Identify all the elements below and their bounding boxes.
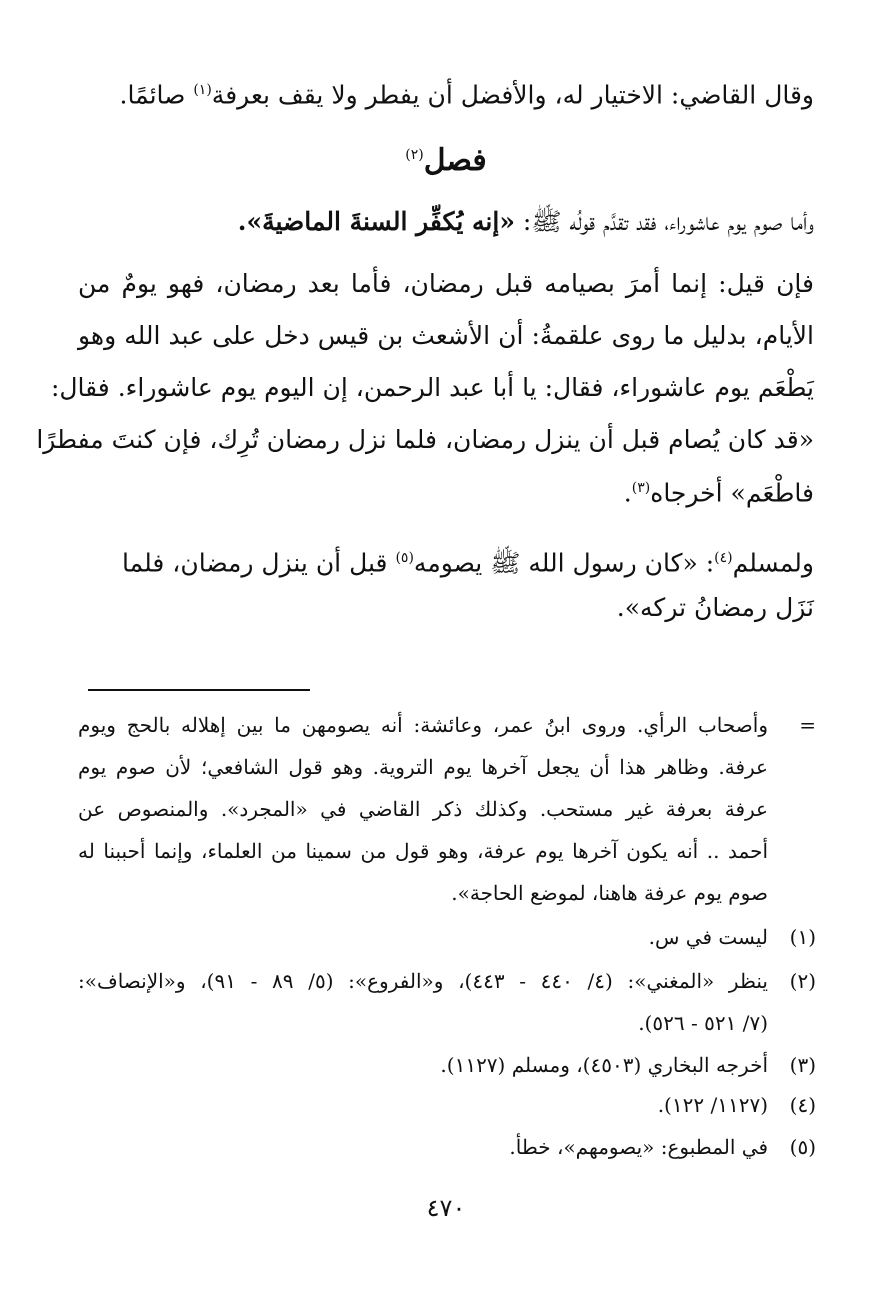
footnote-text: أحمد .. أنه يكون آخرها يوم عرفة، وهو قول من سمينا من العلماء، وإنما أحببنا له xyxy=(78,839,768,863)
footnote-ref-5[interactable]: (٥) xyxy=(395,550,414,566)
footnote-1 xyxy=(78,918,814,956)
body-text: نَزَل رمضانُ تركه». xyxy=(616,593,814,622)
body-line-8 xyxy=(78,536,814,585)
footnote-ref-4[interactable]: (٤) xyxy=(714,550,733,566)
footnote-number: (١) xyxy=(789,925,816,949)
footnote-2 xyxy=(78,962,814,1000)
body-text: وأما صوم يوم عاشوراء، فقد تقدَّم قولُه ﷺ: xyxy=(522,207,814,236)
footnote-ref-1[interactable]: (١) xyxy=(193,82,212,98)
continuation-mark: = xyxy=(799,713,816,737)
footnote-text: صوم يوم عرفة هاهنا، لموضع الحاجة». xyxy=(451,881,768,905)
body-text: ولمسلم xyxy=(732,548,814,578)
footnote-text: ينظر «المغني»: (٤/ ٤٤٠ - ٤٤٣)، و«الفروع»: (٥/ ٨٩ - ٩١)، و«الإنصاف»: xyxy=(78,969,768,993)
body-line-6 xyxy=(36,418,814,462)
footnote-ref-3[interactable]: (٣) xyxy=(631,480,651,496)
body-text: قبل أن ينزل رمضان، فلما xyxy=(122,548,396,578)
footnote-5 xyxy=(78,1128,814,1166)
body-line-7 xyxy=(78,466,814,515)
footnote-text: ليست في س. xyxy=(648,925,768,949)
footnote-number: (٣) xyxy=(789,1053,816,1077)
footnote-continuation-line-3 xyxy=(78,790,814,828)
body-text: صائمًا. xyxy=(119,80,194,110)
body-text: فإن قيل: إنما أمرَ بصيامه قبل رمضان، فأما بعد رمضان، فهو يومٌ من xyxy=(78,269,814,298)
body-text: فاطْعَم» أخرجاه xyxy=(650,478,814,508)
footnote-number: (٥) xyxy=(789,1135,816,1159)
footnote-continuation-line-2 xyxy=(78,748,814,786)
body-text: وقال القاضي: الاختيار له، والأفضل أن يفطر ولا يقف بعرفة xyxy=(211,80,814,110)
body-text: : «كان رسول الله ﷺ يصومه xyxy=(413,548,715,578)
footnote-3 xyxy=(78,1046,814,1084)
body-line-9 xyxy=(78,586,814,630)
footnote-text: أخرجه البخاري (٤٥٠٣)، ومسلم (١١٢٧). xyxy=(440,1053,768,1077)
heading-text: فصل xyxy=(423,143,487,178)
footnote-text: عرفة بعرفة غير مستحب. وكذلك ذكر القاضي في «المجرد». والمنصوص عن xyxy=(78,797,768,821)
section-heading xyxy=(0,130,892,186)
hadith-quote: «إنه يُكفِّر السنةَ الماضيةَ». xyxy=(237,207,515,236)
body-line-2 xyxy=(78,200,814,244)
footnote-separator xyxy=(88,689,310,691)
footnote-continuation-line-4 xyxy=(78,832,814,870)
body-line-5 xyxy=(50,366,814,410)
body-line-3 xyxy=(78,262,814,306)
footnote-continuation-line-1 xyxy=(78,706,814,744)
page-number: ٤٧٠ xyxy=(426,1194,466,1222)
body-text: «قد كان يُصام قبل أن ينزل رمضان، فلما نزل رمضان تُرِك، فإن كنتَ مفطرًا xyxy=(36,425,814,454)
footnote-4 xyxy=(78,1086,814,1124)
body-text: الأيام، بدليل ما روى علقمةُ: أن الأشعث بن قيس دخل على عبد الله وهو xyxy=(78,321,814,350)
footnote-number: (٢) xyxy=(789,969,816,993)
footnote-text: (١١٢٧/ ١٢٢). xyxy=(657,1093,768,1117)
footnote-text: عرفة. وظاهر هذا أن يجعل آخرها يوم التروية. وهو قول الشافعي؛ لأن صوم يوم xyxy=(78,755,768,779)
footnote-continuation-line-5 xyxy=(78,874,814,912)
footnote-text: وأصحاب الرأي. وروى ابنُ عمر، وعائشة: أنه يصومهن ما بين إهلاله بالحج ويوم xyxy=(78,713,768,737)
footnote-number: (٤) xyxy=(789,1093,816,1117)
footnote-text: في المطبوع: «يصومهم»، خطأ. xyxy=(509,1135,768,1159)
body-text: . xyxy=(623,478,632,508)
body-text: يَطْعَم يوم عاشوراء، فقال: يا أبا عبد الرحمن، إن اليوم يوم عاشوراء. فقال: xyxy=(50,373,814,402)
footnote-2-continued xyxy=(78,1004,814,1042)
body-line-4 xyxy=(78,314,814,358)
body-line-1 xyxy=(78,68,814,117)
footnote-text: (٧/ ٥٢١ - ٥٢٦). xyxy=(638,1011,768,1035)
footnote-ref-2[interactable]: (٢) xyxy=(405,147,424,163)
